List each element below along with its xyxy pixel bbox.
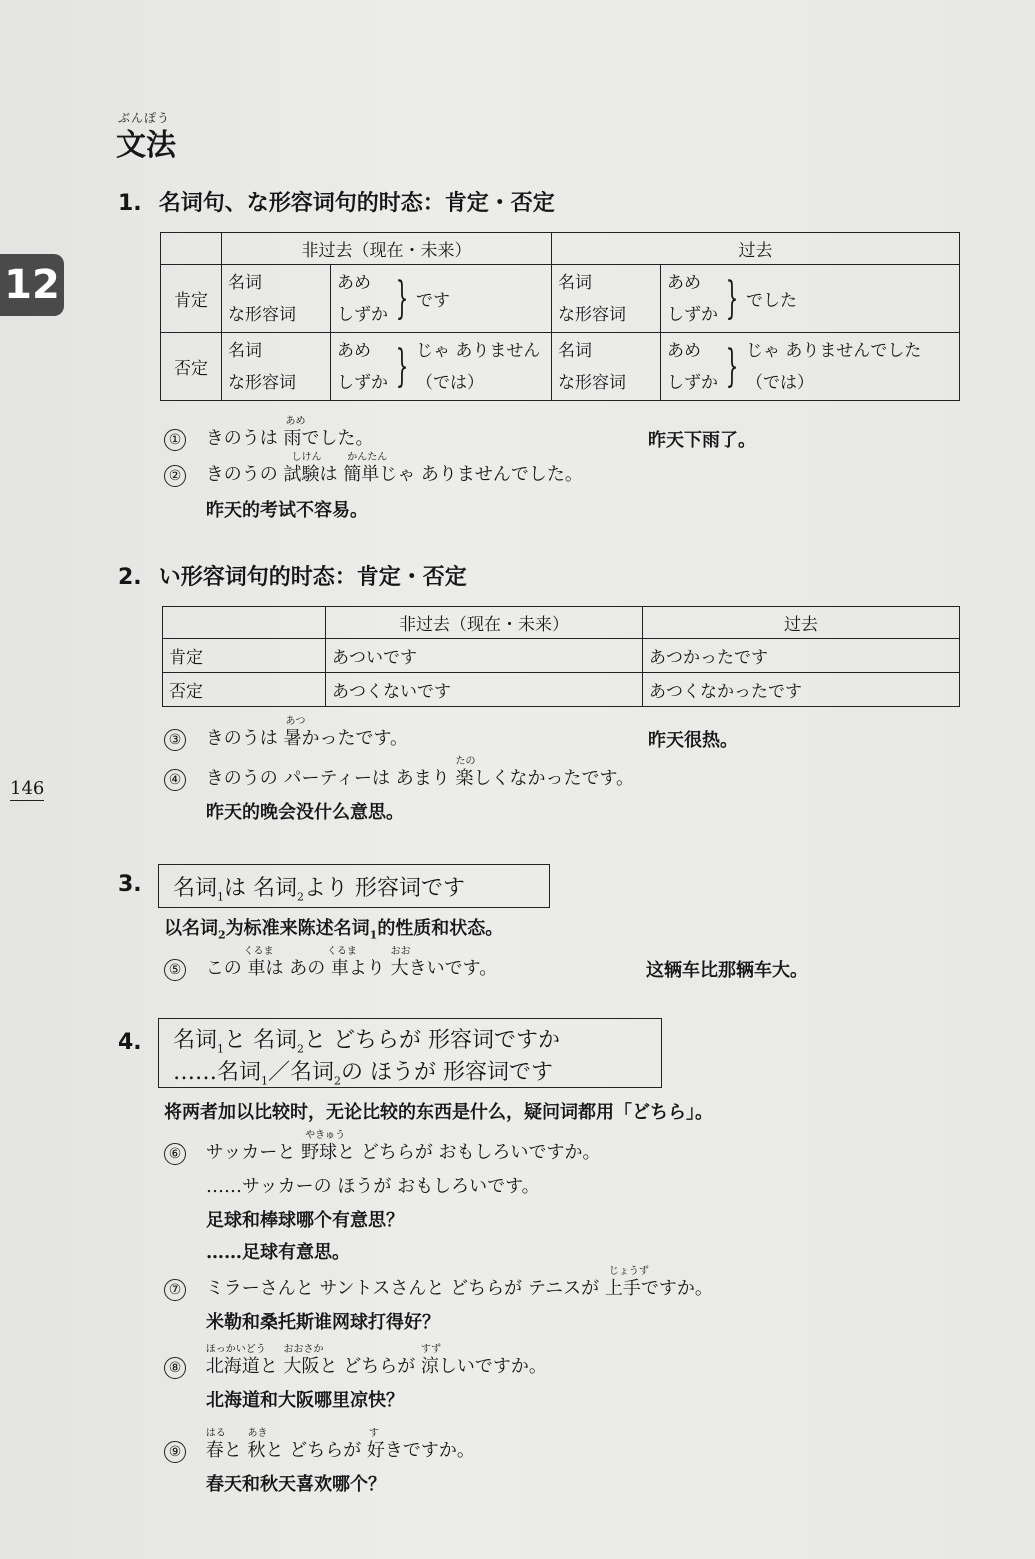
subscript: 1: [217, 1042, 225, 1056]
ruby: じょうず: [608, 1266, 649, 1277]
label-noun: 名词: [228, 340, 262, 361]
kanji: 楽: [455, 768, 474, 789]
example-text: は: [319, 464, 344, 485]
page-title: 文法: [116, 128, 176, 163]
ruby: おおさか: [283, 1344, 324, 1355]
example-5-translation: 这辆车比那辆车大。: [646, 960, 808, 981]
pattern-part: と 名词: [224, 1028, 298, 1053]
header-past: 过去: [643, 607, 960, 639]
cell-nonpast-positive: [331, 265, 552, 333]
example-text: サッカーと: [205, 1142, 302, 1163]
row-label-negative: 否定: [161, 333, 222, 401]
example-9: [164, 1428, 475, 1463]
label-noun: 名词: [558, 340, 592, 361]
ruby: しけん: [291, 452, 322, 463]
ruby: くるま: [243, 946, 274, 957]
example-text: かったです。: [301, 728, 409, 749]
example-text: しくなかったです。: [473, 768, 635, 789]
kanji: 暑: [283, 728, 302, 749]
example-number: ③: [164, 729, 186, 751]
example-8: [164, 1344, 547, 1379]
subscript: 1: [217, 890, 225, 904]
brace: }: [395, 272, 409, 324]
row-label-positive: 肯定: [163, 639, 326, 673]
pattern-part: ／名词: [268, 1060, 335, 1085]
table-corner: [161, 233, 222, 265]
pattern-part: より 形容词です: [304, 876, 466, 901]
example-text: ですか。: [640, 1278, 713, 1299]
example-7-translation: 米勒和桑托斯谁网球打得好？: [206, 1312, 440, 1333]
ruby: あつ: [285, 716, 306, 727]
kanji: 上手: [604, 1278, 641, 1299]
example-text: きいです。: [408, 958, 498, 979]
example-text: と: [259, 1356, 284, 1377]
cell-past-positive: あつかったです: [643, 639, 960, 673]
section-3-description: [164, 914, 503, 942]
label-noun: 名词: [228, 272, 262, 293]
example-number: ⑦: [164, 1279, 186, 1301]
pattern-line-1: [173, 1023, 560, 1055]
example-text: きのうは: [205, 428, 284, 449]
pattern-part: と どちらが 形容词ですか: [304, 1028, 561, 1053]
example-text: きですか。: [384, 1440, 475, 1461]
pattern-part: 名词: [173, 876, 218, 901]
example-number: ①: [164, 429, 186, 451]
example-6-answer-translation: ……足球有意思。: [206, 1242, 350, 1263]
example-6: [164, 1130, 601, 1165]
pattern-line-2: [173, 1055, 553, 1087]
example-3: [164, 716, 409, 751]
kanji: 北海道: [205, 1356, 260, 1377]
cell-word-type: [552, 333, 661, 401]
form-dewa: （では）: [416, 372, 484, 393]
section-4-description: 将两者加以比较时，无论比较的东西是什么，疑问词都用「どちら」。: [164, 1102, 713, 1123]
kanji: 雨: [283, 428, 302, 449]
cell-nonpast-negative: あつくないです: [326, 673, 643, 707]
example-text: じゃ ありませんでした。: [379, 464, 583, 485]
section-number: 4.: [118, 1030, 142, 1055]
cell-word-type: [222, 333, 331, 401]
section-number: 1.: [118, 191, 142, 216]
example-text: と どちらが おもしろいですか。: [337, 1142, 601, 1163]
pattern-part: の ほうが 形容词です: [341, 1060, 554, 1085]
example-text: と どちらが: [265, 1440, 367, 1461]
section-title: い形容词句的时态：肯定・否定: [158, 564, 467, 590]
cell-word-type: [552, 265, 661, 333]
example-text: しいですか。: [438, 1356, 547, 1377]
form-deshita: でした: [746, 291, 797, 311]
section-number: 2.: [118, 565, 142, 590]
subscript: 2: [218, 928, 226, 942]
subscript: 2: [297, 890, 305, 904]
pattern-part: ……名词: [173, 1060, 262, 1085]
label-na-adj: な形容词: [558, 372, 626, 393]
label-na-adj: な形容词: [558, 304, 626, 325]
example-6-answer: ……サッカーの ほうが おもしろいです。: [206, 1176, 540, 1197]
ruby: あめ: [285, 416, 306, 427]
pattern-box: [158, 864, 550, 908]
ruby: ほっかいどう: [205, 1344, 266, 1355]
table-corner: [163, 607, 326, 639]
header-nonpast: 非过去（现在・未来）: [222, 233, 552, 265]
pattern-part: は 名词: [224, 876, 298, 901]
page-number: 146: [10, 778, 45, 799]
ruby: はる: [205, 1428, 226, 1439]
brace: }: [725, 340, 739, 392]
kanji: 試験: [283, 464, 320, 485]
kanji: 大阪: [283, 1356, 320, 1377]
example-1: [164, 416, 374, 451]
example-number: ⑧: [164, 1357, 186, 1379]
kanji: 秋: [247, 1440, 266, 1461]
form-ja-arimasen-deshita: じゃ ありませんでした: [746, 340, 922, 361]
chapter-tab: 12: [0, 254, 64, 316]
word-shizuka: しずか: [337, 304, 388, 325]
pattern-text: [173, 871, 465, 903]
example-4: [164, 756, 635, 791]
brace: }: [725, 272, 739, 324]
cell-word-type: [222, 265, 331, 333]
example-text: きのうの パーティーは あまり: [205, 768, 456, 789]
title-ruby: ぶんぽう: [118, 111, 171, 125]
ruby: くるま: [326, 946, 357, 957]
ruby: やきゅう: [305, 1130, 346, 1141]
word-ame: あめ: [337, 272, 371, 293]
example-5: [164, 946, 498, 981]
example-text: は あの: [265, 958, 331, 979]
ruby: あき: [247, 1428, 268, 1439]
kanji: 好: [366, 1440, 385, 1461]
kanji: 車: [330, 958, 349, 979]
form-ja-arimasen: じゃ ありません: [416, 340, 541, 361]
example-text: きのうは: [205, 728, 284, 749]
desc-part: 的性质和状态。: [377, 918, 504, 939]
example-3-translation: 昨天很热。: [648, 730, 738, 751]
ruby: すず: [420, 1344, 442, 1355]
cell-past-positive: [661, 265, 960, 333]
example-2: [164, 452, 583, 487]
example-text: より: [348, 958, 391, 979]
table-i-adj: [162, 606, 960, 707]
example-text: と: [223, 1440, 248, 1461]
brace: }: [395, 340, 409, 392]
example-text: ミラーさんと サントスさんと どちらが テニスが: [205, 1278, 605, 1299]
example-6-translation: 足球和棒球哪个有意思？: [206, 1210, 404, 1231]
subscript: 1: [369, 928, 378, 942]
example-number: ⑥: [164, 1143, 186, 1165]
example-number: ⑨: [164, 1441, 186, 1463]
example-text: でした。: [301, 428, 374, 449]
cell-past-negative: [661, 333, 960, 401]
form-dewa: （では）: [746, 372, 814, 393]
kanji: 春: [205, 1440, 224, 1461]
subscript: 2: [334, 1074, 342, 1088]
cell-nonpast-negative: [331, 333, 552, 401]
label-na-adj: な形容词: [228, 372, 296, 393]
word-ame: あめ: [337, 340, 371, 361]
example-text: この: [205, 958, 248, 979]
example-4-translation: 昨天的晚会没什么意思。: [206, 802, 404, 823]
subscript: 2: [297, 1042, 305, 1056]
ruby: かんたん: [347, 452, 388, 463]
label-noun: 名词: [558, 272, 592, 293]
label-na-adj: な形容词: [228, 304, 296, 325]
row-label-positive: 肯定: [161, 265, 222, 333]
header-past: 过去: [552, 233, 960, 265]
ruby: す: [368, 1428, 379, 1439]
desc-part: 以名词: [164, 918, 218, 939]
subscript: 1: [261, 1074, 269, 1088]
kanji: 大: [390, 958, 409, 979]
pattern-part: 名词: [173, 1028, 218, 1053]
word-ame: あめ: [667, 272, 701, 293]
example-7: [164, 1266, 713, 1301]
kanji: 車: [247, 958, 266, 979]
example-number: ②: [164, 465, 186, 487]
example-number: ④: [164, 769, 186, 791]
ruby: おお: [390, 946, 411, 957]
word-shizuka: しずか: [337, 372, 388, 393]
example-number: ⑤: [164, 959, 186, 981]
word-shizuka: しずか: [667, 372, 718, 393]
example-8-translation: 北海道和大阪哪里凉快？: [206, 1390, 404, 1411]
example-2-translation: 昨天的考试不容易。: [206, 500, 368, 521]
table-noun-na-adj: [160, 232, 960, 401]
section-2-heading: [118, 560, 467, 591]
row-label-negative: 否定: [163, 673, 326, 707]
kanji: 簡単: [343, 464, 380, 485]
ruby: たの: [455, 756, 476, 767]
section-number: 3.: [118, 872, 142, 897]
example-9-translation: 春天和秋天喜欢哪个？: [206, 1474, 386, 1495]
example-text: と どちらが: [319, 1356, 421, 1377]
example-text: きのうの: [205, 464, 284, 485]
section-title: 名词句、な形容词句的时态：肯定・否定: [158, 190, 555, 216]
word-ame: あめ: [667, 340, 701, 361]
kanji: 野球: [301, 1142, 338, 1163]
pattern-box: [158, 1018, 662, 1088]
kanji: 涼: [420, 1356, 439, 1377]
form-desu: です: [416, 291, 450, 311]
word-shizuka: しずか: [667, 304, 718, 325]
cell-nonpast-positive: あついです: [326, 639, 643, 673]
example-1-translation: 昨天下雨了。: [648, 430, 756, 451]
section-1-heading: [118, 186, 555, 217]
desc-part: 为标准来陈述名词: [225, 918, 370, 939]
header-nonpast: 非过去（现在・未来）: [326, 607, 643, 639]
cell-past-negative: あつくなかったです: [643, 673, 960, 707]
